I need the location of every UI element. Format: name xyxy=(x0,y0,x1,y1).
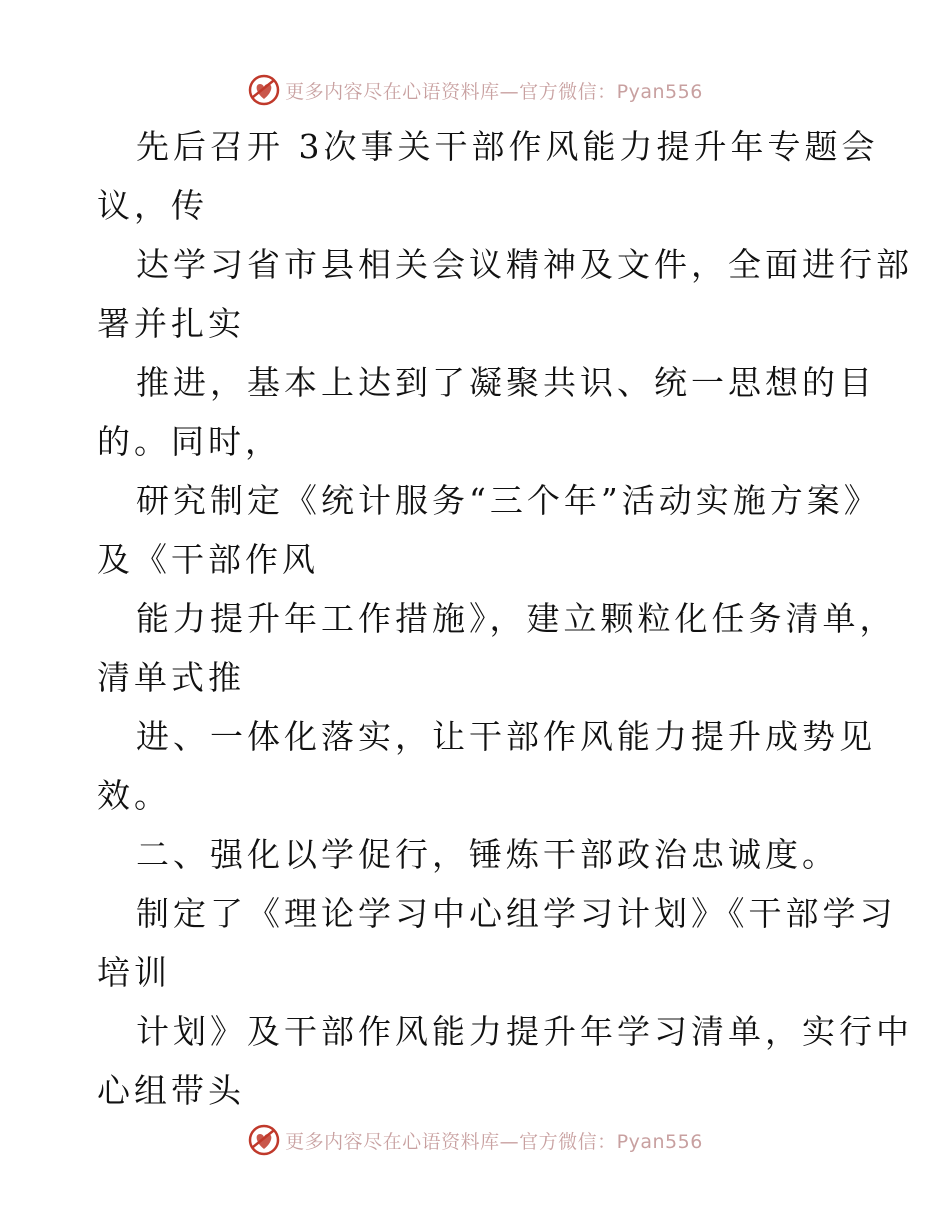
body-line: 议，传 xyxy=(97,186,208,225)
heart-logo-icon xyxy=(247,1123,281,1157)
body-line: 先后召开 3次事关干部作风能力提升年专题会 xyxy=(136,127,879,166)
footer-watermark-banner xyxy=(0,1120,950,1160)
body-line: 心组带头 xyxy=(97,1071,245,1110)
header-watermark-text: 更多内容尽在心语资料库—官方微信：Pyan556 xyxy=(285,80,703,103)
body-line: 署并扎实 xyxy=(97,304,245,343)
header-watermark-banner xyxy=(0,70,950,110)
body-line: 制定了《理论学习中心组学习计划》《干部学习 xyxy=(136,894,897,933)
body-line: 达学习省市县相关会议精神及文件，全面进行部 xyxy=(136,245,913,284)
body-line: 培训 xyxy=(97,953,171,992)
body-line: 计划》及干部作风能力提升年学习清单，实行中 xyxy=(136,1012,913,1051)
body-line: 推进，基本上达到了凝聚共识、统一思想的目 xyxy=(136,363,876,402)
body-line: 的。同时， xyxy=(97,422,282,461)
body-line: 进、一体化落实，让干部作风能力提升成势见 xyxy=(136,717,876,756)
body-line: 研究制定《统计服务“三个年”活动实施方案》 xyxy=(136,481,881,520)
body-line: 清单式推 xyxy=(97,658,245,697)
body-line: 能力提升年工作措施》，建立颗粒化任务清单， xyxy=(136,599,897,638)
body-line: 二、强化以学促行，锤炼干部政治忠诚度。 xyxy=(136,835,839,874)
heart-logo-icon xyxy=(247,73,281,107)
body-line: 效。 xyxy=(97,776,171,815)
body-line: 及《干部作风 xyxy=(97,540,319,579)
footer-watermark-text: 更多内容尽在心语资料库—官方微信：Pyan556 xyxy=(285,1130,703,1153)
